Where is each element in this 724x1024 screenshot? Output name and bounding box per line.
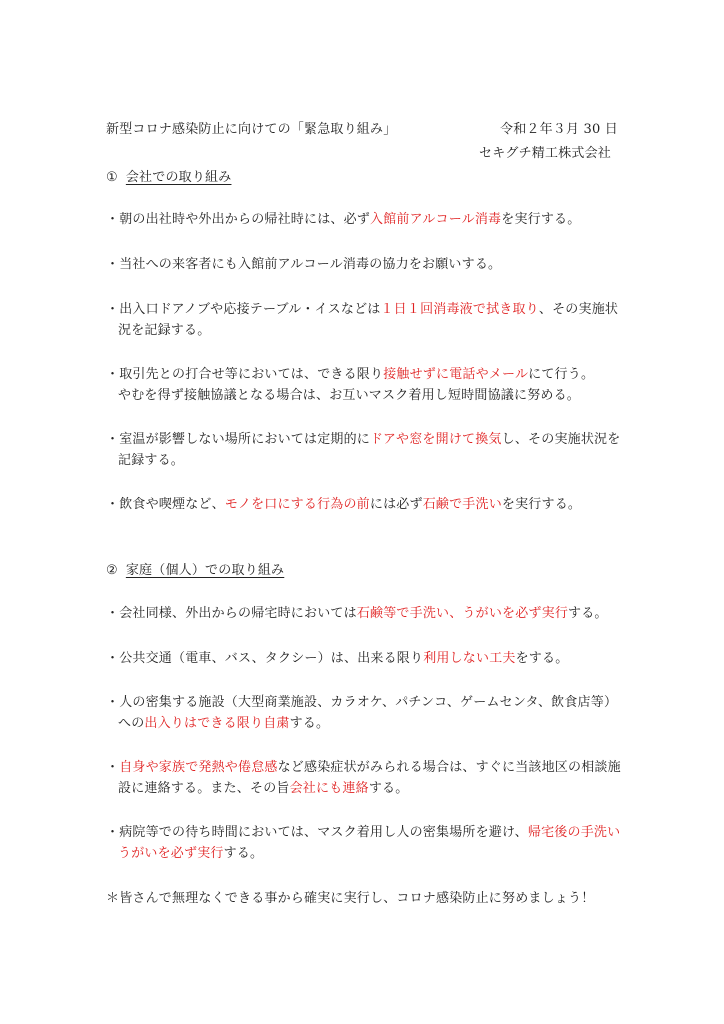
item-highlight: 会社にも連絡 bbox=[289, 781, 369, 796]
section1-number: ① bbox=[106, 170, 118, 185]
item-text: やむを得ず接触協議となる場合は、お互いマスク着用し短時間協議に努める。 bbox=[118, 388, 581, 403]
list-item-continuation bbox=[118, 323, 210, 339]
item-highlight: 石鹸等で手洗い、うがいを必ず実行 bbox=[356, 606, 569, 621]
document-title: 新型コロナ感染防止に向けての「緊急取り組み」 bbox=[106, 122, 397, 137]
list-item bbox=[106, 257, 501, 273]
item-text: ・会社同様、外出からの帰宅時においては bbox=[106, 606, 357, 621]
list-item bbox=[106, 825, 620, 841]
section2-heading bbox=[106, 563, 284, 579]
section1-heading bbox=[106, 170, 231, 186]
item-text: する。 bbox=[223, 846, 264, 861]
list-item bbox=[106, 760, 621, 776]
list-item bbox=[106, 432, 620, 448]
item-highlight: 石鹸で手洗い bbox=[422, 497, 502, 512]
item-text: ・飲食や喫煙など、 bbox=[106, 497, 225, 512]
item-text: ・取引先との打合せ等においては、できる限り bbox=[106, 367, 384, 382]
item-highlight: 利用しない工夫 bbox=[423, 651, 516, 666]
item-text: をする。 bbox=[515, 651, 569, 666]
list-item bbox=[106, 367, 594, 383]
document-date: 令和２年３月 30 日 bbox=[500, 122, 619, 137]
item-highlight: ドアや窓を開けて換気 bbox=[370, 432, 502, 447]
item-highlight: 出入りはできる限り自粛 bbox=[144, 716, 290, 731]
item-text: 記録する。 bbox=[118, 453, 185, 468]
item-text: ・当社への来客者にも入館前アルコール消毒の協力をお願いする。 bbox=[106, 257, 502, 272]
item-highlight: 入館前アルコール消毒 bbox=[370, 212, 502, 227]
list-item-continuation bbox=[118, 453, 184, 469]
item-text: ・室温が影響しない場所においては定期的に bbox=[106, 432, 371, 447]
list-item-continuation bbox=[118, 846, 263, 862]
item-text: 、その実施状 bbox=[538, 302, 619, 317]
list-item bbox=[106, 695, 617, 711]
item-highlight: １日１回消毒液で拭き取り bbox=[380, 302, 539, 317]
company-name: セキグチ精工株式会社 bbox=[479, 146, 612, 161]
item-text: 況を記録する。 bbox=[118, 323, 211, 338]
item-text: への bbox=[118, 716, 145, 731]
item-highlight: 帰宅後の手洗い bbox=[527, 825, 621, 840]
item-text: ・ bbox=[106, 760, 120, 775]
list-item bbox=[106, 497, 581, 513]
list-item-continuation bbox=[118, 781, 408, 797]
section2-title: 家庭（個人）での取り組み bbox=[125, 563, 285, 578]
list-item bbox=[106, 302, 618, 318]
item-text: にて行う。 bbox=[528, 367, 595, 382]
item-text: ・出入口ドアノブや応接テーブル・イスなどは bbox=[106, 302, 381, 317]
item-text: する。 bbox=[568, 606, 608, 621]
item-text: し、その実施状況を bbox=[501, 432, 621, 447]
item-highlight: モノを口にする行為の前 bbox=[224, 497, 370, 512]
item-text: には必ず bbox=[369, 497, 423, 512]
section2-number: ② bbox=[106, 563, 118, 578]
item-text: など感染症状がみられる場合は、すぐに当該地区の相談施 bbox=[277, 760, 621, 775]
list-item bbox=[106, 606, 608, 622]
list-item bbox=[106, 651, 568, 667]
item-text: する。 bbox=[289, 716, 330, 731]
list-item-continuation bbox=[118, 388, 580, 404]
item-text: ・公共交通（電車、バス、タクシー）は、出来る限り bbox=[106, 651, 424, 666]
item-text: ・朝の出社時や外出からの帰社時には、必ず bbox=[106, 212, 371, 227]
item-highlight: 自身や家族で発熱や倦怠感 bbox=[119, 760, 278, 775]
item-highlight: 接触せずに電話やメール bbox=[383, 367, 529, 382]
item-text: を実行する。 bbox=[501, 497, 582, 512]
item-text: ・病院等での待ち時間においては、マスク着用し人の密集場所を避け、 bbox=[106, 825, 528, 840]
item-highlight: うがいを必ず実行 bbox=[118, 846, 224, 861]
closing-note: ＊皆さんで無理なくできる事から確実に実行し、コロナ感染防止に努めましょう！ bbox=[106, 891, 595, 906]
list-item bbox=[106, 212, 580, 228]
list-item-continuation bbox=[118, 716, 329, 732]
item-text: を実行する。 bbox=[501, 212, 581, 227]
item-text: する。 bbox=[368, 781, 409, 796]
section1-title: 会社での取り組み bbox=[125, 170, 232, 185]
item-text: ・人の密集する施設（大型商業施設、カラオケ、パチンコ、ゲームセンタ、飲食店等） bbox=[106, 695, 618, 710]
item-text: 設に連絡する。また、その旨 bbox=[118, 781, 290, 796]
